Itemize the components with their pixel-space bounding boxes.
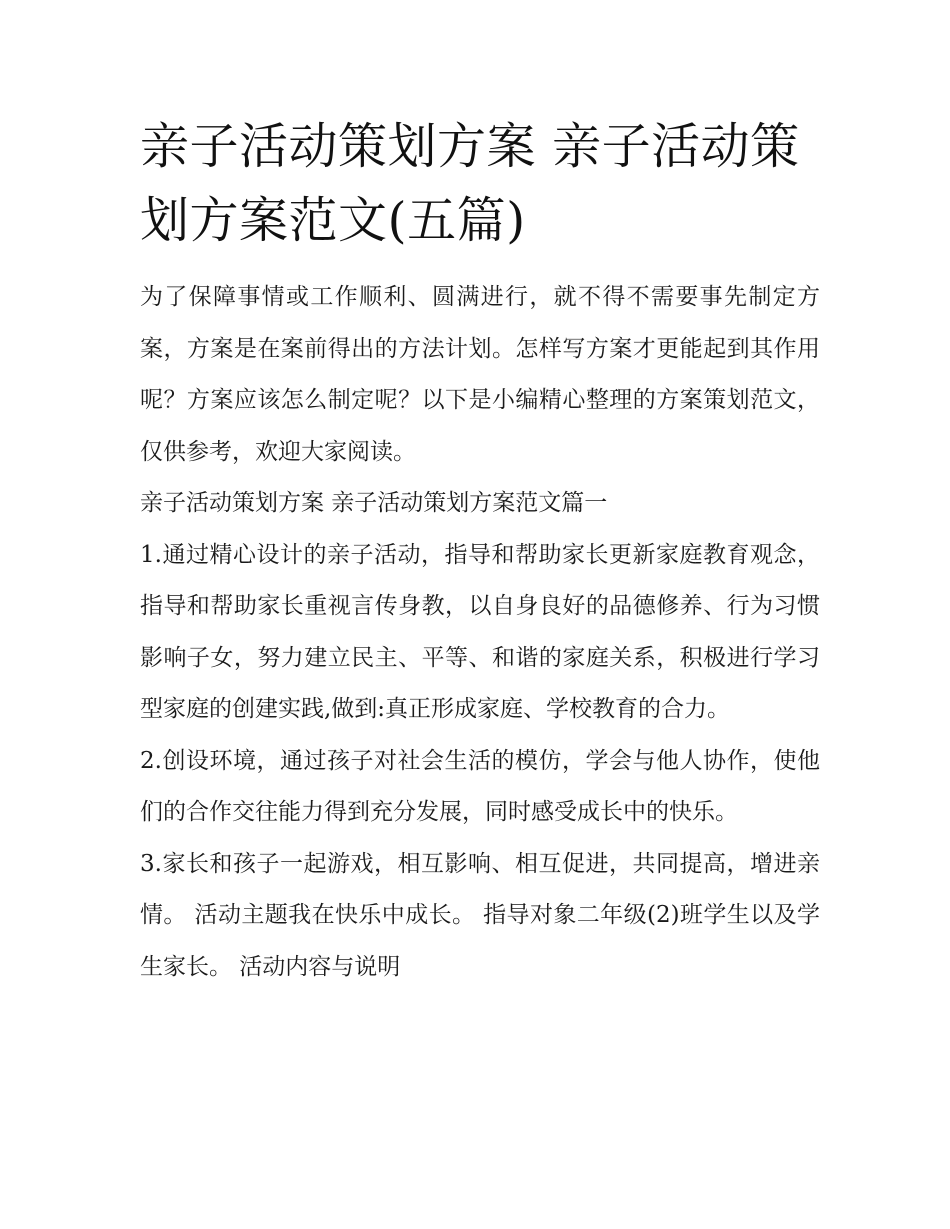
document-title: 亲子活动策划方案 亲子活动策划方案范文(五篇) [140, 118, 800, 249]
section-heading: 亲子活动策划方案 亲子活动策划方案范文篇一 [140, 490, 608, 516]
list-item-3: 3.家长和孩子一起游戏，相互影响、相互促进，共同提高，增进亲情。 活动主题我在快乐中成长。 指导对象二年级(2)班学生以及学生家长。 活动内容与说明 [140, 850, 820, 980]
list-item-2: 2.创设环境，通过孩子对社会生活的模仿，学会与他人协作，使他们的合作交往能力得到充分发展，同时感受成长中的快乐。 [140, 747, 820, 825]
document-page [140, 110, 820, 993]
intro-paragraph: 为了保障事情或工作顺利、圆满进行，就不得不需要事先制定方案，方案是在案前得出的方法计划。怎样写方案才更能起到其作用呢？方案应该怎么制定呢？以下是小编精心整理的方案策划范文，仅供参考，欢迎大家阅读。 [140, 284, 820, 465]
list-item-1: 1.通过精心设计的亲子活动，指导和帮助家长更新家庭教育观念，指导和帮助家长重视言传身教，以自身良好的品德修养、行为习惯影响子女，努力建立民主、平等、和谐的家庭关系，积极进行学习型家庭的创建实践,做到:真正形成家庭、学校教育的合力。 [140, 541, 820, 722]
document-body [140, 272, 820, 993]
